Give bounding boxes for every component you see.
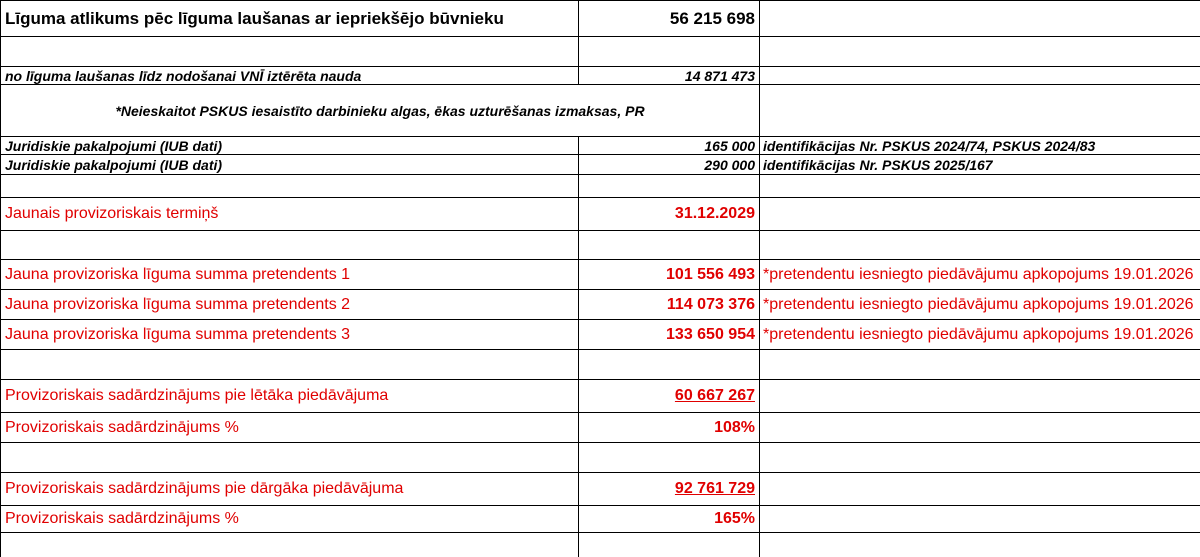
cell-note[interactable] — [760, 533, 1200, 557]
cell-label[interactable] — [0, 350, 579, 380]
cell-label[interactable]: Juridiskie pakalpojumi (IUB dati) — [0, 155, 579, 175]
cell-note[interactable] — [760, 231, 1200, 260]
cell-label[interactable]: no līguma laušanas līdz nodošanai VNĪ iztērēta nauda — [0, 67, 579, 85]
table-row — [0, 380, 1200, 413]
table-row — [0, 137, 1200, 155]
cell-note[interactable] — [760, 350, 1200, 380]
cell-note[interactable] — [760, 380, 1200, 413]
table-row — [0, 67, 1200, 85]
cell-value[interactable] — [579, 37, 760, 67]
cell-label[interactable]: Provizoriskais sadārdzinājums % — [0, 506, 579, 533]
cell-value[interactable]: 60 667 267 — [579, 380, 760, 413]
table-row — [0, 37, 1200, 67]
cell-note[interactable] — [760, 198, 1200, 231]
cell-note[interactable] — [760, 85, 1200, 137]
table-row — [0, 198, 1200, 231]
cell-value[interactable] — [579, 231, 760, 260]
cell-value[interactable]: 14 871 473 — [579, 67, 760, 85]
cell-note[interactable] — [760, 413, 1200, 443]
cell-note[interactable] — [760, 175, 1200, 198]
table-row — [0, 155, 1200, 175]
cell-value[interactable]: 101 556 493 — [579, 260, 760, 290]
cell-value[interactable]: 165% — [579, 506, 760, 533]
cell-note[interactable] — [760, 0, 1200, 37]
table-row — [0, 0, 1200, 37]
cell-label[interactable]: Provizoriskais sadārdzinājums % — [0, 413, 579, 443]
cell-note[interactable] — [760, 443, 1200, 473]
cell-value[interactable]: 290 000 — [579, 155, 760, 175]
table-row — [0, 443, 1200, 473]
table-row — [0, 320, 1200, 350]
table-row — [0, 350, 1200, 380]
cell-label[interactable]: Jauna provizoriska līguma summa pretendents 3 — [0, 320, 579, 350]
cell-label[interactable] — [0, 175, 579, 198]
cell-label[interactable] — [0, 37, 579, 67]
cell-value[interactable] — [579, 350, 760, 380]
cell-note[interactable]: *pretendentu iesniegto piedāvājumu apkopojums 19.01.2026 — [760, 290, 1200, 320]
cell-label[interactable]: Līguma atlikums pēc līguma laušanas ar iepriekšējo būvnieku — [0, 0, 579, 37]
cell-label[interactable]: Jaunais provizoriskais termiņš — [0, 198, 579, 231]
cell-value[interactable]: 108% — [579, 413, 760, 443]
cell-note[interactable] — [760, 506, 1200, 533]
cell-note[interactable]: *pretendentu iesniegto piedāvājumu apkopojums 19.01.2026 — [760, 320, 1200, 350]
cell-label[interactable]: Provizoriskais sadārdzinājums pie lētāka piedāvājuma — [0, 380, 579, 413]
cell-value[interactable]: 165 000 — [579, 137, 760, 155]
table-row — [0, 175, 1200, 198]
cell-value[interactable]: 31.12.2029 — [579, 198, 760, 231]
cell-label[interactable]: Jauna provizoriska līguma summa pretendents 2 — [0, 290, 579, 320]
table-row — [0, 413, 1200, 443]
cell-value[interactable] — [579, 443, 760, 473]
cell-note[interactable]: identifikācijas Nr. PSKUS 2024/74, PSKUS 2024/83 — [760, 137, 1200, 155]
cell-value[interactable]: 92 761 729 — [579, 473, 760, 506]
cell-note[interactable] — [760, 473, 1200, 506]
cell-label[interactable]: Provizoriskais sadārdzinājums pie dārgāka piedāvājuma — [0, 473, 579, 506]
cell-label[interactable]: Jauna provizoriska līguma summa pretendents 1 — [0, 260, 579, 290]
cell-value[interactable]: 133 650 954 — [579, 320, 760, 350]
cell-note[interactable]: *pretendentu iesniegto piedāvājumu apkopojums 19.01.2026 — [760, 260, 1200, 290]
table-row — [0, 85, 1200, 137]
cell-label[interactable] — [0, 231, 579, 260]
table-row — [0, 506, 1200, 533]
cell-value[interactable] — [579, 533, 760, 557]
cell-value[interactable]: 114 073 376 — [579, 290, 760, 320]
table-row — [0, 533, 1200, 557]
table-row — [0, 473, 1200, 506]
cell-value[interactable] — [579, 175, 760, 198]
cell-label[interactable]: Juridiskie pakalpojumi (IUB dati) — [0, 137, 579, 155]
table-row — [0, 231, 1200, 260]
cell-label[interactable] — [0, 443, 579, 473]
cell-value[interactable]: 56 215 698 — [579, 0, 760, 37]
cell-note[interactable]: identifikācijas Nr. PSKUS 2025/167 — [760, 155, 1200, 175]
table-row — [0, 260, 1200, 290]
cell-note[interactable] — [760, 37, 1200, 67]
cell-note[interactable] — [760, 67, 1200, 85]
cell-merged-note[interactable]: *Neieskaitot PSKUS iesaistīto darbinieku algas, ēkas uzturēšanas izmaksas, PR — [0, 85, 760, 137]
cell-label[interactable] — [0, 533, 579, 557]
table-row — [0, 290, 1200, 320]
